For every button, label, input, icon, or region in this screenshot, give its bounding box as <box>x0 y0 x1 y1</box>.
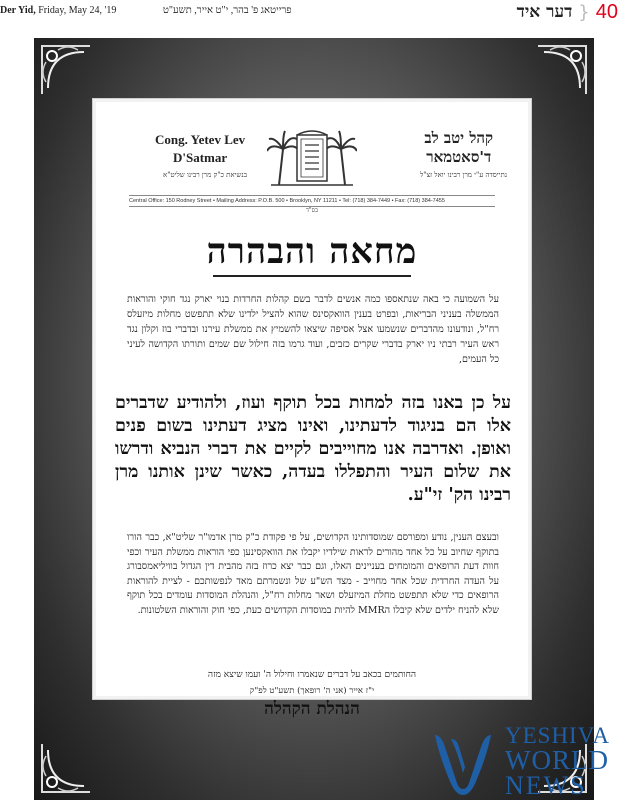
corner-ornament-icon <box>38 740 94 796</box>
ywn-line1: YESHIVA <box>505 723 610 748</box>
letterhead-english-name <box>155 131 245 167</box>
ywn-line3: NEWS <box>505 771 587 800</box>
closing-line: החותמים בכאב על דברים שנאמרו וחילול ה' ועמו שיצא מזה <box>207 670 417 680</box>
header-date: Friday, May 24, '19 <box>35 5 117 16</box>
letterhead-hebrew-line2: ד'סאטמאר <box>426 148 492 166</box>
header-dateline <box>0 5 291 16</box>
proclamation-document <box>92 98 532 719</box>
title-underline <box>213 275 411 277</box>
signature: הנהלת הקהלה <box>264 699 360 719</box>
paragraph-details: ובעצם הענין, נודע ומפורסם שמוסדותינו הקדושים, על פי פקודת כ"ק מרן אדמו"ר שליט"א, כבר הורו בתוקף שחיוב על כל אחד מהורים לראות שילדיו יקבלו את הוואקסינען כפי הוראות ממשלת העיר וכפי חוות דעת הרופאים והמומחים בעניינים האלו, וגם כבר יצא כרוז בזה מהבית דין הגדול בוויליאמסבורג על העדה החרדית שכל אחד מחוייב - מצד הש"ע של ונשמרתם מאד לנפשותכם - לציית להוראות הרופאים כדי שלא תתפשט מחלת המיזעלס ושאר מחלות רח"ל, והנהלת המוסדות עומדים בכל תוקף שלא להניח ילדים שלא קיבלו הMMR להיות במוסדות הקדושים כעת, כפי חוק והוראות השלטונות. <box>127 532 499 616</box>
header-brace-glyph: } <box>578 1 590 23</box>
header-paper-name: דער איד <box>516 2 573 22</box>
signature-block <box>93 699 531 719</box>
page-number: 40 <box>595 0 618 23</box>
ywn-logo-icon <box>427 725 499 797</box>
letterhead-subtitle-left: בנשיאת כ"ק מרן רבינו שליט"א <box>163 171 247 179</box>
letterhead <box>93 99 531 214</box>
header-masthead <box>517 0 618 24</box>
corner-ornament-icon <box>38 42 94 98</box>
letterhead-english-line1: Cong. Yetev Lev <box>155 132 246 147</box>
letterhead-english-line2: D'Satmar <box>172 150 228 165</box>
corner-ornament-icon <box>534 42 590 98</box>
letterhead-address: Central Office: 150 Rodney Street • Mailing Address: P.O.B. 500 • Brooklyn, NY 11211 • Tel: (718) 384-7449 • Fax: (718) 384-7455 <box>129 195 495 207</box>
header-paper-label: Der Yid, <box>0 5 36 16</box>
header-hebrew-date: פרייטאג פ' בהר, י"ט אייר, תשע"ט <box>162 5 292 16</box>
letterhead-hebrew-name <box>424 129 493 167</box>
paragraph-protest: על כן באנו בזה למחות בכל תוקף ועוז, ולהודיע שדברים אלו הם בניגוד לדעתינו, ואינו מציג דעתינו בשום פנים ואופן. ואדרבה אנו מחוייבים לקיים את דברי הנביא ודרשו את שלום העיר והתפללו בעדה, כאשר שינן אותנו מרן רבינו הק' זי"ע. <box>115 393 511 505</box>
letterhead-hebrew-line1: קהל יטב לב <box>424 129 493 147</box>
paragraph-intro: על השמועה כי באה שנתאספו כמה אנשים לדבר בשם קהלות החרדות בנוי יארק נגד חוקי והוראות הממשלה בעניני הבריאות, ובפרט בענין הוואקסינס שהוא להציל ילדינו שלא תתפשט מחלות מיזעלס רח"ל, ונודעונו מהדברים שנשמעו אצל אסיפה שיצאו להשמיץ את ממשלת עירנו ובדברי בוז וקלון נגד ראש העיר רבתי ניו יארק בדברי שקרים כזבים, ועוד גרמו בזה חילול שם שמים ותורתו הקדושה לעיני כל העמים, <box>127 294 499 365</box>
yeshiva-world-news-watermark <box>427 720 624 800</box>
document-title: מחאה והבהרה <box>206 231 418 272</box>
letterhead-date-mark: בס"ד <box>306 207 318 214</box>
congregation-seal-icon <box>267 127 357 187</box>
ywn-line2: WORLD <box>505 745 609 775</box>
page-header <box>0 0 624 26</box>
letterhead-subtitle-right: נתייסדה ע"י מרן רבינו יואל זצ"ל <box>419 171 507 179</box>
document-date: י"ז אייר (אני ה' רופאך) תשע"ט לפ"ק <box>249 686 375 696</box>
